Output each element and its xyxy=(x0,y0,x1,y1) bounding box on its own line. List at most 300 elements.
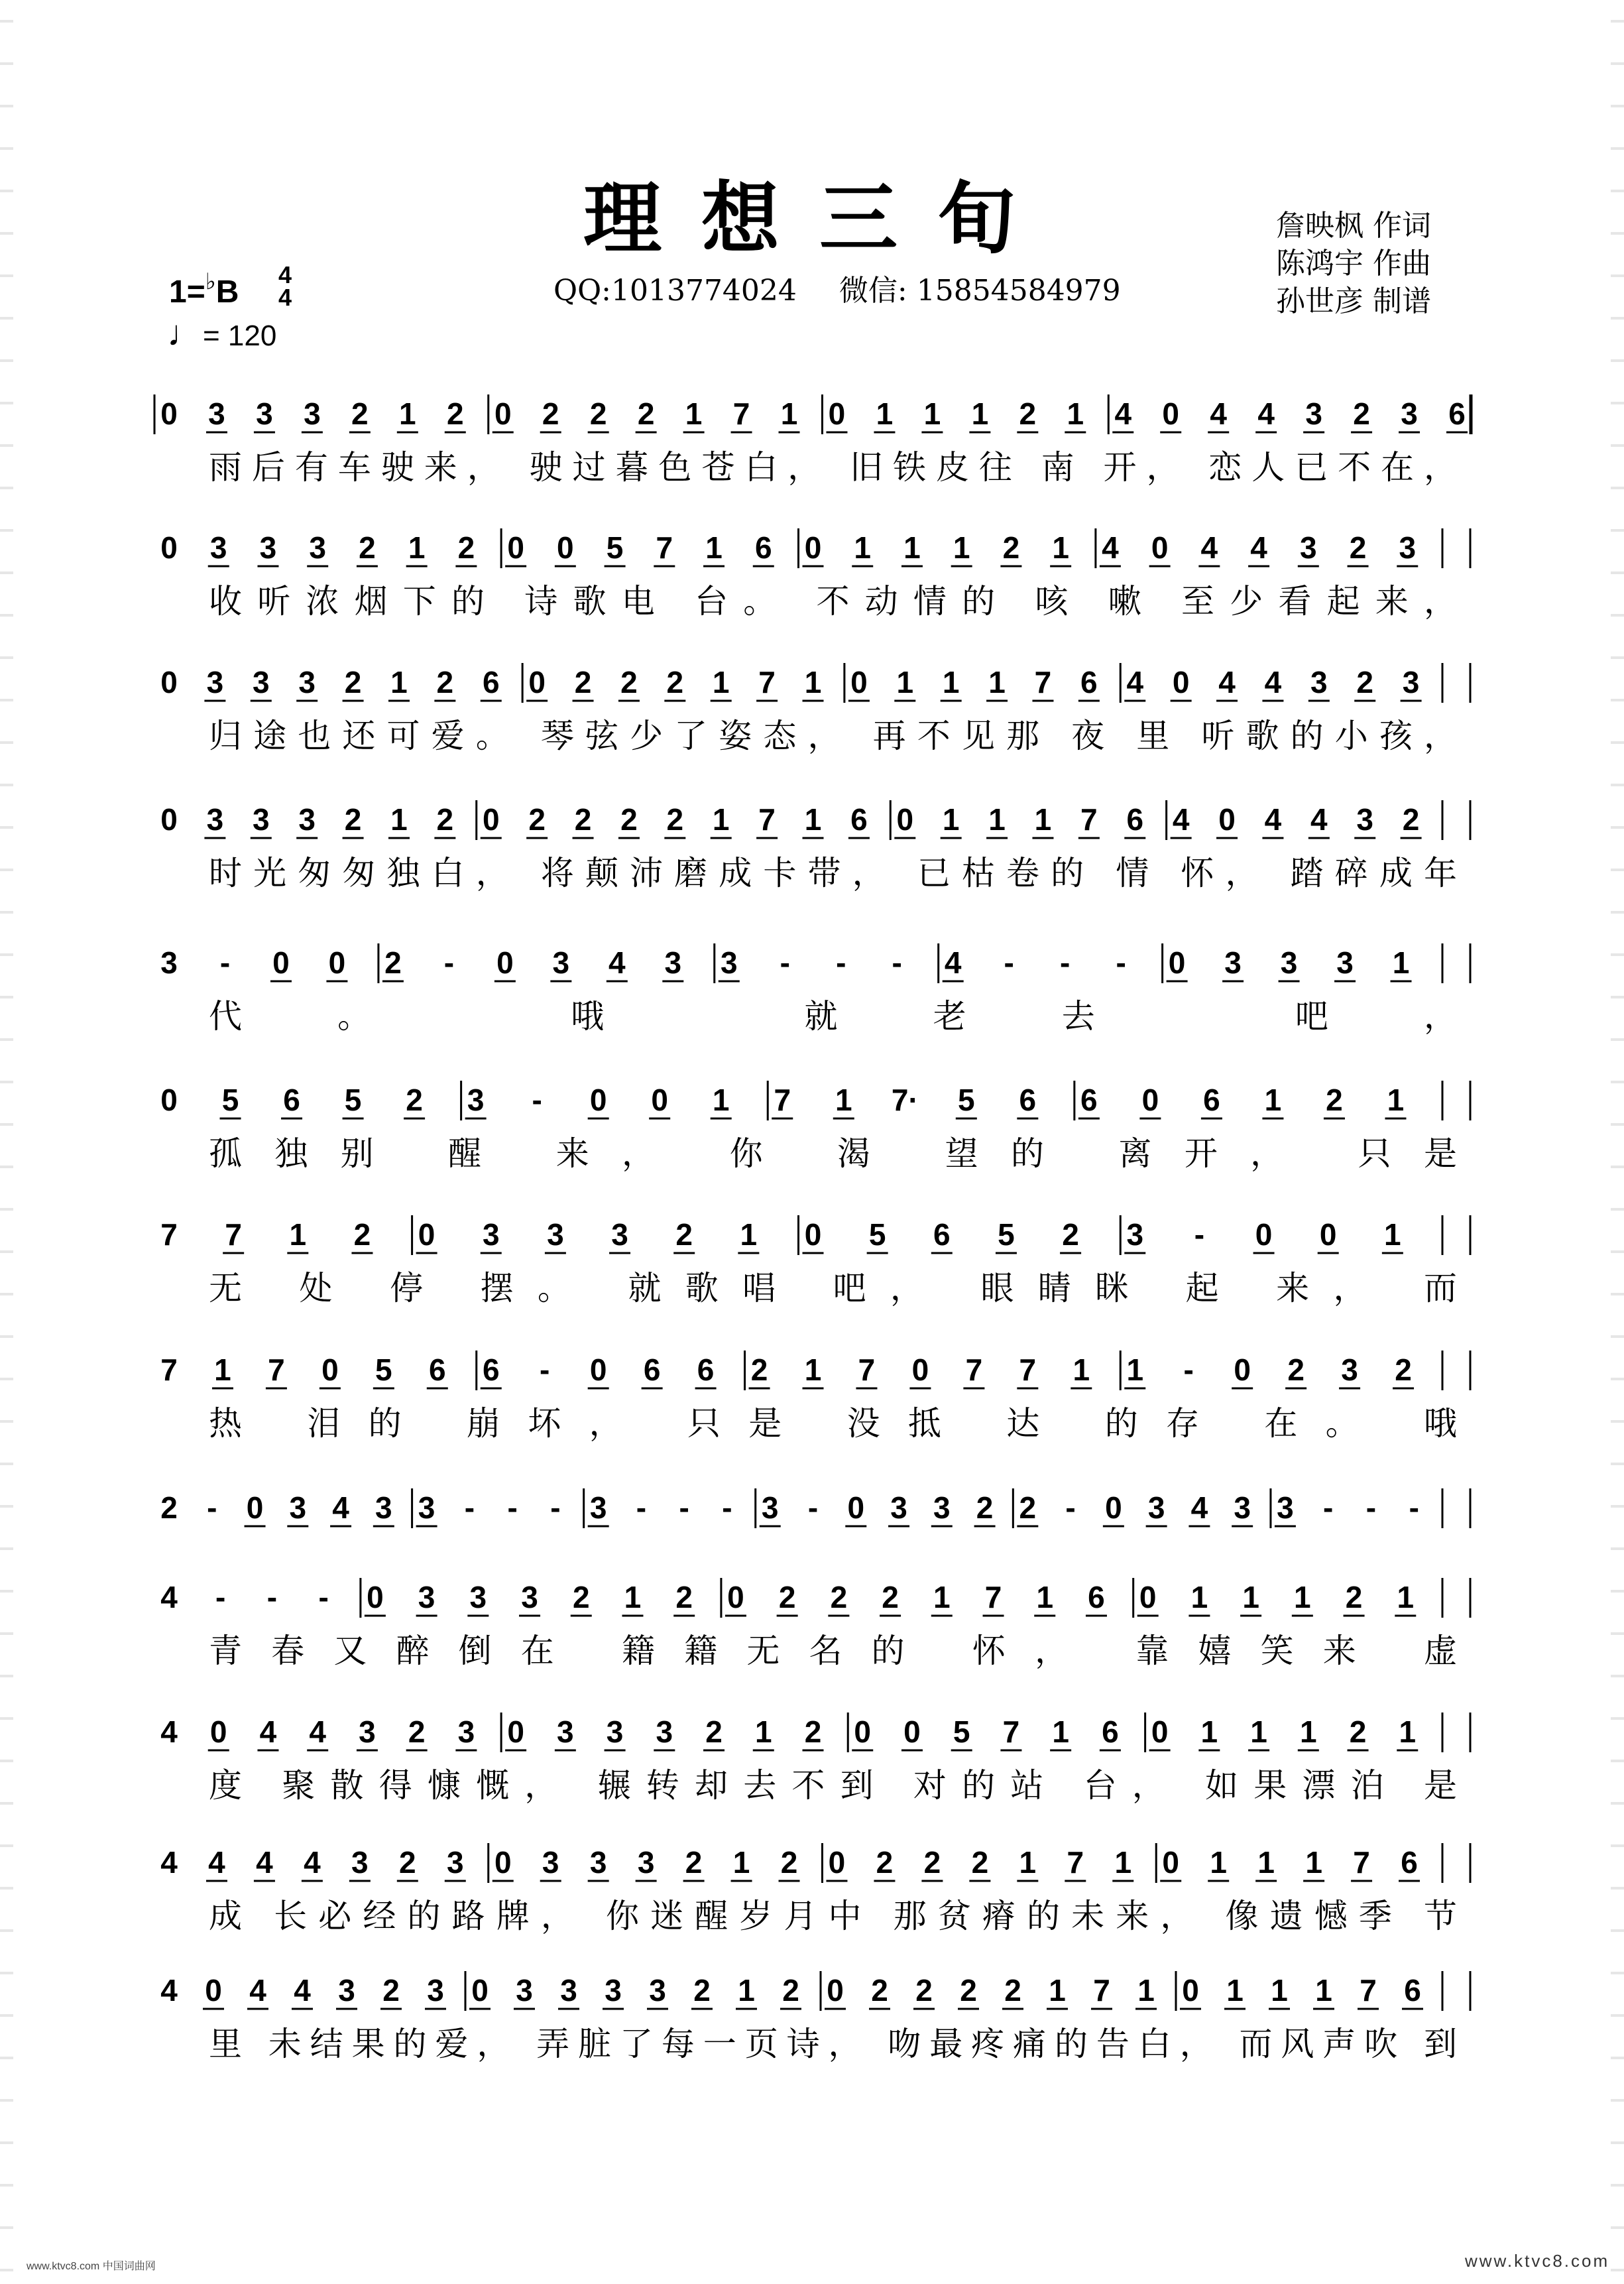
note-digit: 1 xyxy=(1067,396,1084,431)
note-digit: 0 xyxy=(854,1714,872,1749)
note-digit: 1 xyxy=(1397,1580,1415,1614)
note-digit: 2 xyxy=(1004,1973,1021,2008)
note-digit: 3 xyxy=(1341,1352,1358,1387)
note-digit: 0 xyxy=(160,1083,178,1117)
note-digit: 3 xyxy=(206,665,224,699)
note-digit: 1 xyxy=(1226,1973,1244,2008)
footer-right: www.ktvc8.com xyxy=(1465,2251,1610,2271)
note-digit: 1 xyxy=(933,1580,951,1614)
note-digit: 2 xyxy=(882,1580,899,1614)
lyric-line: 孤独别 醒 来， 你 渴 望的 离开， 只是 xyxy=(209,1135,1457,1172)
lyric-line: 收听浓烟下的 诗歌电 台。 不动情的 咳 嗽 至少看起来， xyxy=(209,583,1457,620)
note-digit: 3 xyxy=(1402,665,1420,699)
note-digit: 7 xyxy=(1002,1714,1020,1749)
note-digit: 3 xyxy=(446,1845,464,1880)
note-digit: 3 xyxy=(761,1490,779,1525)
note-digit: 0 xyxy=(827,1973,844,2008)
note-digit: 3 xyxy=(637,1845,655,1880)
note-digit: 1 xyxy=(953,530,970,565)
note-digit: 3 xyxy=(309,530,326,565)
note-digit: 2 xyxy=(705,1714,723,1749)
note-digit: 3 xyxy=(252,665,270,699)
note-digit: 7 xyxy=(1067,1845,1084,1880)
note-digit: 4 xyxy=(294,1973,311,2008)
note-digit: 5 xyxy=(375,1352,392,1387)
note-digit: 0 xyxy=(328,945,346,980)
note-digit: 0 xyxy=(160,396,178,431)
note-digit: 1 xyxy=(854,530,872,565)
note-digit: - xyxy=(1194,1217,1205,1252)
tempo-value: = 120 xyxy=(203,320,277,352)
note-digit: 3 xyxy=(547,1217,564,1252)
note-digit: 1 xyxy=(988,665,1006,699)
note-digit: 7 xyxy=(1360,1973,1377,2008)
lyric-line: 无 处 停 摆。 就歌唱 吧， 眼睛眯 起 来， 而 xyxy=(209,1270,1457,1307)
note-digit: 0 xyxy=(1151,1714,1169,1749)
note-digit: 3 xyxy=(252,802,270,837)
note-digit: 6 xyxy=(1404,1973,1421,2008)
note-digit: 0 xyxy=(1255,1217,1273,1252)
note-digit: 2 xyxy=(620,802,638,837)
note-digit: 2 xyxy=(1019,396,1037,431)
note-digit: 4 xyxy=(256,1845,273,1880)
note-digit: 1 xyxy=(754,1714,772,1749)
note-digit: 1 xyxy=(289,1217,307,1252)
note-digit: 3 xyxy=(208,396,225,431)
note-digit: 0 xyxy=(1151,530,1169,565)
note-digit: 2 xyxy=(446,396,464,431)
note-digit: 2 xyxy=(384,945,402,980)
note-digit: 4 xyxy=(1114,396,1132,431)
note-digit: 0 xyxy=(507,1714,524,1749)
note-digit: 1 xyxy=(1300,1714,1317,1749)
note-digit: 3 xyxy=(418,1490,435,1525)
note-digit: 3 xyxy=(1234,1490,1251,1525)
note-digit: 2 xyxy=(344,665,362,699)
note-digit: 6 xyxy=(697,1352,715,1387)
note-digit: 3 xyxy=(1224,945,1242,980)
note-digit: 0 xyxy=(1141,1083,1159,1117)
note-digit: 0 xyxy=(494,396,512,431)
key-prefix: 1= xyxy=(169,274,205,310)
note-digit: 1 xyxy=(804,802,822,837)
note-digit: 1 xyxy=(712,802,730,837)
note-digit: 0 xyxy=(1319,1217,1337,1252)
note-digit: 3 xyxy=(469,1580,487,1614)
note-digit: 1 xyxy=(1052,530,1069,565)
note-digit: 0 xyxy=(651,1083,668,1117)
note-digit: 1 xyxy=(903,530,921,565)
note-digit: - xyxy=(679,1490,689,1525)
note-digit: 3 xyxy=(1280,945,1298,980)
note-digit: 1 xyxy=(712,1083,730,1117)
lyric-line: 青春又醉倒在 籍籍无名的 怀， 靠嬉笑来 虚 xyxy=(209,1632,1457,1669)
note-digit: 5 xyxy=(953,1714,970,1749)
note-digit: 1 xyxy=(1137,1973,1155,2008)
note-digit: 1 xyxy=(740,1217,758,1252)
score-line xyxy=(160,943,1470,1035)
note-digit: 0 xyxy=(1105,1490,1122,1525)
note-digit: 2 xyxy=(750,1352,768,1387)
note-digit: 5 xyxy=(868,1217,886,1252)
note-digit: - xyxy=(207,1490,217,1525)
note-digit: 1 xyxy=(1271,1973,1288,2008)
note-digit: 0 xyxy=(1218,802,1236,837)
note-digit: 0 xyxy=(160,530,178,565)
note-digit: - xyxy=(1183,1352,1194,1387)
note-digit: 1 xyxy=(1052,1714,1069,1749)
note-digit: 4 xyxy=(160,1580,178,1614)
lyric-line: 归途也还可爱。 琴弦少了姿态， 再不见那 夜 里 听歌的小孩， xyxy=(209,717,1457,754)
note-digit: 2 xyxy=(574,665,592,699)
note-digit: 0 xyxy=(246,1490,264,1525)
note-digit: 0 xyxy=(828,396,846,431)
note-digit: 2 xyxy=(915,1973,933,2008)
note-digit: 3 xyxy=(1300,530,1317,565)
note-digit: - xyxy=(892,945,902,980)
score-line xyxy=(160,1081,1470,1172)
note-digit: 2 xyxy=(666,802,684,837)
note-digit: 2 xyxy=(359,530,376,565)
note-digit: 3 xyxy=(418,1580,435,1614)
note-digit: 2 xyxy=(637,396,655,431)
note-digit: 4 xyxy=(160,1845,178,1880)
note-digit: 6 xyxy=(933,1217,951,1252)
note-digit: 7 xyxy=(1093,1973,1110,2008)
note-digit: 4 xyxy=(1264,665,1282,699)
score-line xyxy=(160,1215,1470,1307)
note-digit: 1 xyxy=(780,396,798,431)
note-digit: 0 xyxy=(1162,1845,1180,1880)
quarter-note-icon: ♩ xyxy=(167,314,203,353)
note-digit: 3 xyxy=(542,1845,559,1880)
note-digit: 2 xyxy=(871,1973,888,2008)
note-digit: 1 xyxy=(1190,1580,1208,1614)
note-digit: 3 xyxy=(467,1083,485,1117)
note-digit: 2 xyxy=(399,1845,416,1880)
note-digit: 1 xyxy=(390,802,408,837)
note-digit: 1 xyxy=(732,1845,750,1880)
lyric-line: 代。 哦 就老去 吧， xyxy=(209,998,1457,1035)
note-digit: 3 xyxy=(1336,945,1354,980)
note-digit: 6 xyxy=(754,530,772,565)
note-digit: 1 xyxy=(1242,1580,1259,1614)
note-digit: 0 xyxy=(850,665,868,699)
note-digit: 1 xyxy=(923,396,941,431)
note-digit: 4 xyxy=(1126,665,1144,699)
note-digit: 5 xyxy=(221,1083,239,1117)
note-digit: 3 xyxy=(256,396,273,431)
note-digit: 0 xyxy=(828,1845,846,1880)
note-digit: 6 xyxy=(1019,1083,1037,1117)
note-digit: 2 xyxy=(351,396,369,431)
note-digit: 3 xyxy=(298,665,316,699)
note-digit: 1 xyxy=(1399,1714,1417,1749)
note-digit: 3 xyxy=(1310,665,1328,699)
note-digit: 6 xyxy=(1126,802,1144,837)
note-digit: 3 xyxy=(427,1973,444,2008)
note-digit: 2 xyxy=(782,1973,799,2008)
qq-number: QQ:1013774024 xyxy=(553,274,797,308)
note-digit: 4 xyxy=(160,1973,178,2008)
note-digit: - xyxy=(1365,1490,1377,1525)
note-digit: 7 xyxy=(858,1352,876,1387)
note-digit: 1 xyxy=(214,1352,231,1387)
note-digit: 4 xyxy=(1250,530,1267,565)
note-digit: 2 xyxy=(406,1083,423,1117)
note-digit: 4 xyxy=(944,945,962,980)
note-digit: 1 xyxy=(1019,1845,1037,1880)
note-digit: 7 xyxy=(1019,1352,1037,1387)
note-digit: 7 xyxy=(732,396,750,431)
note-digit: 3 xyxy=(589,1845,607,1880)
note-digit: 3 xyxy=(1277,1490,1294,1525)
note-digit: - xyxy=(1065,1490,1076,1525)
note-digit: 0 xyxy=(321,1352,339,1387)
note-digit: 1 xyxy=(988,802,1006,837)
note-digit: 3 xyxy=(605,1973,622,2008)
note-digit: 6 xyxy=(482,665,500,699)
note-digit: - xyxy=(443,945,455,980)
note-digit: 0 xyxy=(205,1973,222,2008)
note-digit: 2 xyxy=(976,1490,994,1525)
note-digit: 6 xyxy=(1080,1083,1098,1117)
wechat-number: 微信: 15854584979 xyxy=(839,274,1121,308)
note-digit: 0 xyxy=(557,530,574,565)
note-digit: 2 xyxy=(971,1845,989,1880)
note-digit: 1 xyxy=(624,1580,642,1614)
note-digit: 0 xyxy=(272,945,290,980)
note-digit: 6 xyxy=(1102,1714,1119,1749)
note-digit: 1 xyxy=(408,530,426,565)
note-digit: 6 xyxy=(1401,1845,1418,1880)
note-digit: 2 xyxy=(436,665,454,699)
note-digit: 6 xyxy=(283,1083,300,1117)
note-digit: 3 xyxy=(933,1490,951,1525)
credit-transcriber: 孙世彦 制谱 xyxy=(1276,284,1431,318)
score-line xyxy=(160,1713,1470,1804)
note-digit: 5 xyxy=(606,530,624,565)
note-digit: 0 xyxy=(847,1490,865,1525)
lyric-line: 里 未结果的爱， 弄脏了每一页诗， 吻最疼痛的告白， 而风声吹 到 xyxy=(209,2025,1457,2063)
note-digit: 2 xyxy=(1402,802,1420,837)
note-digit: 5 xyxy=(344,1083,362,1117)
note-digit: - xyxy=(266,1580,278,1614)
note-digit: 6 xyxy=(1448,396,1466,431)
note-digit: 1 xyxy=(1305,1845,1322,1880)
note-digit: 3 xyxy=(482,1217,500,1252)
note-digit: 3 xyxy=(611,1217,628,1252)
note-digit: - xyxy=(540,1352,550,1387)
note-digit: 2 xyxy=(572,1580,590,1614)
note-digit: 3 xyxy=(1147,1490,1165,1525)
note-digit: 2 xyxy=(1287,1352,1305,1387)
note-digit: 1 xyxy=(942,665,960,699)
note-digit: 2 xyxy=(960,1973,977,2008)
note-digit: 0 xyxy=(804,1217,822,1252)
note-digit: 3 xyxy=(589,1490,607,1525)
note-digit: 6 xyxy=(1203,1083,1220,1117)
score-line xyxy=(154,394,1472,486)
note-digit: 1 xyxy=(399,396,416,431)
note-digit: 0 xyxy=(1162,396,1180,431)
note-digit: 2 xyxy=(382,1973,400,2008)
note-digit: - xyxy=(1323,1490,1334,1525)
note-digit: - xyxy=(836,945,846,980)
note-digit: 1 xyxy=(1384,1217,1401,1252)
note-digit: 0 xyxy=(418,1217,435,1252)
note-digit: 4 xyxy=(1264,802,1282,837)
note-digit: - xyxy=(636,1490,647,1525)
note-digit: 2 xyxy=(408,1714,426,1749)
note-digit: - xyxy=(464,1490,475,1525)
note-digit: 3 xyxy=(206,802,224,837)
note-digit: 3 xyxy=(259,530,277,565)
note-digit: 1 xyxy=(971,396,989,431)
note-digit: 7 xyxy=(758,802,776,837)
note-digit: - xyxy=(722,1490,732,1525)
note-digit: 6 xyxy=(643,1352,661,1387)
note-digit: 2 xyxy=(1349,530,1367,565)
note-digit: 2 xyxy=(675,1580,693,1614)
note-digit: 3 xyxy=(890,1490,907,1525)
note-digit: 7 xyxy=(774,1083,791,1117)
note-digit: 3 xyxy=(1356,802,1374,837)
note-digit: 2 xyxy=(457,530,475,565)
note-digit: 4 xyxy=(259,1714,277,1749)
note-digit: 0 xyxy=(727,1580,744,1614)
note-digit: 2 xyxy=(542,396,559,431)
note-digit: 6 xyxy=(850,802,868,837)
note-digit: - xyxy=(1409,1490,1419,1525)
note-digit: 2 xyxy=(589,396,607,431)
footer-left: www.ktvc8.com 中国词曲网 xyxy=(27,2261,156,2272)
note-digit: 0 xyxy=(471,1973,489,2008)
note-digit: 2 xyxy=(923,1845,941,1880)
note-digit: - xyxy=(215,1580,226,1614)
note-digit: 2 xyxy=(830,1580,848,1614)
lyric-line: 热 泪的 崩坏， 只是 没抵 达 的存 在。 哦 xyxy=(209,1405,1457,1442)
note-digit: 0 xyxy=(496,945,514,980)
note-digit: 0 xyxy=(494,1845,512,1880)
note-digit: 2 xyxy=(436,802,454,837)
note-digit: 2 xyxy=(804,1714,822,1749)
note-digit: 2 xyxy=(620,665,638,699)
note-digit: 4 xyxy=(1200,530,1218,565)
note-digit: 0 xyxy=(160,802,178,837)
note-digit: 4 xyxy=(304,1845,321,1880)
note-digit: 2 xyxy=(1002,530,1020,565)
note-digit: 2 xyxy=(1062,1217,1079,1252)
credit-lyricist: 詹映枫 作词 xyxy=(1276,209,1431,243)
note-digit: 3 xyxy=(304,396,321,431)
note-digit: 3 xyxy=(521,1580,538,1614)
note-digit: 7 xyxy=(160,1352,178,1387)
note-digit: 0 xyxy=(911,1352,929,1387)
note-digit: 6 xyxy=(428,1352,446,1387)
note-digit: 1 xyxy=(1264,1083,1282,1117)
note-digit: 1 xyxy=(1294,1580,1311,1614)
note-digit: 4 xyxy=(309,1714,326,1749)
note-digit: 7 xyxy=(1080,802,1098,837)
note-digit: 4 xyxy=(1310,802,1328,837)
note-digit: 1 xyxy=(1250,1714,1267,1749)
note-digit: 2 xyxy=(666,665,684,699)
note-digit: 1 xyxy=(1036,1580,1054,1614)
note-digit: - xyxy=(780,945,790,980)
note-digit: 2 xyxy=(574,802,592,837)
note-digit: 3 xyxy=(298,802,316,837)
note-digit: 2 xyxy=(344,802,362,837)
note-digit: 1 xyxy=(1049,1973,1066,2008)
note-digit: 0 xyxy=(160,665,178,699)
note-digit: - xyxy=(219,945,231,980)
note-digit: 3 xyxy=(1126,1217,1144,1252)
note-digit: 0 xyxy=(804,530,822,565)
note-digit: 2 xyxy=(1326,1083,1343,1117)
note-digit: 1 xyxy=(1257,1845,1275,1880)
note-digit: 3 xyxy=(516,1973,533,2008)
note-digit: 2 xyxy=(1019,1490,1037,1525)
note-digit: 2 xyxy=(675,1217,693,1252)
note-digit: 4 xyxy=(1102,530,1119,565)
note-digit: 4 xyxy=(1190,1490,1208,1525)
note-digit: 3 xyxy=(375,1490,392,1525)
note-digit: 1 xyxy=(712,665,730,699)
note-digit: 2 xyxy=(160,1490,178,1525)
score-line xyxy=(160,800,1470,892)
note-digit: - xyxy=(1116,945,1126,980)
note-digit: 5 xyxy=(958,1083,975,1117)
note-digit: 1 xyxy=(804,665,822,699)
score-line xyxy=(160,528,1470,620)
note-digit: 1 xyxy=(942,802,960,837)
note-digit: 7 xyxy=(268,1352,285,1387)
note-digit: 3 xyxy=(1401,396,1418,431)
note-digit: 4 xyxy=(208,1845,225,1880)
song-title: 理想三旬 xyxy=(583,172,1056,265)
note-digit: 4 xyxy=(1172,802,1190,837)
note-digit: 4 xyxy=(332,1490,349,1525)
note-digit: 3 xyxy=(209,530,227,565)
note-digit: 0 xyxy=(1172,665,1190,699)
note-digit: 1 xyxy=(1392,945,1410,980)
note-digit: 0 xyxy=(1182,1973,1199,2008)
note-digit: 2 xyxy=(1345,1580,1363,1614)
time-bottom: 4 xyxy=(278,284,292,311)
note-digit: 1 xyxy=(1073,1352,1090,1387)
note-digit: 1 xyxy=(1200,1714,1218,1749)
note-digit: 4 xyxy=(1218,665,1236,699)
note-digit: 1 xyxy=(835,1083,852,1117)
note-digit: 1 xyxy=(1126,1352,1144,1387)
note-digit: 0 xyxy=(507,530,524,565)
note-digit: 0 xyxy=(209,1714,227,1749)
note-digit: 0 xyxy=(482,802,500,837)
note-digit: 2 xyxy=(780,1845,798,1880)
note-digit: 2 xyxy=(876,1845,894,1880)
note-digit: 2 xyxy=(1353,396,1370,431)
note-digit: 3 xyxy=(160,945,178,980)
lyric-line: 时光匆匆独白， 将颠沛磨成卡带， 已枯卷的 情 怀， 踏碎成年 xyxy=(209,855,1457,892)
note-digit: 3 xyxy=(1305,396,1322,431)
note-digit: 1 xyxy=(896,665,914,699)
note-digit: 5 xyxy=(998,1217,1015,1252)
note-digit: 1 xyxy=(738,1973,755,2008)
note-digit: 7 xyxy=(965,1352,983,1387)
note-digit: - xyxy=(550,1490,561,1525)
note-digit: 3 xyxy=(649,1973,666,2008)
